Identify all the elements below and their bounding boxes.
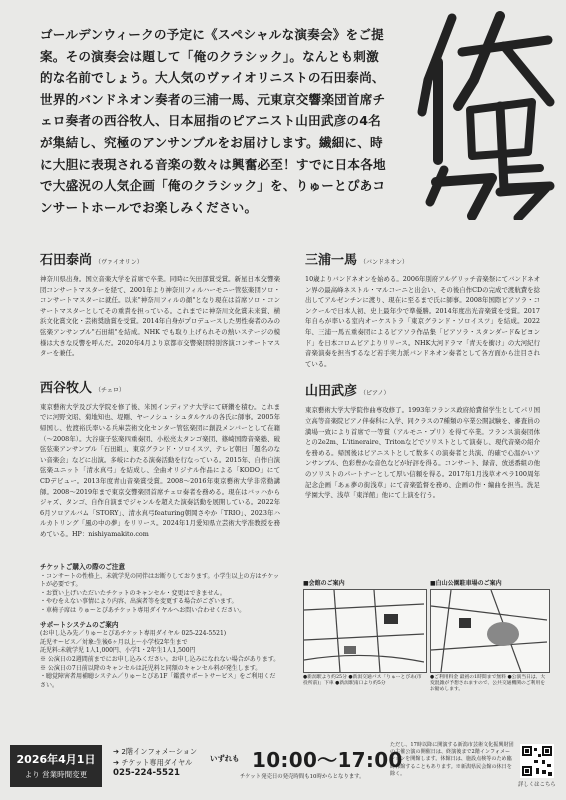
performer-name: 石田泰尚 xyxy=(40,253,93,268)
performer-role: （ヴァイオリン） xyxy=(95,259,143,266)
title-calligraphy-logo xyxy=(400,10,560,220)
hours-lead: いずれも xyxy=(210,754,240,763)
date-sub: より 営業時間変更 xyxy=(24,770,88,779)
performer-role: （バンドネオン） xyxy=(360,259,408,266)
hours-note: チケット発売日の発売時間も10時からとなります。 xyxy=(240,774,365,780)
footer xyxy=(0,740,566,800)
performer-ishida xyxy=(40,253,280,359)
performer-bio: 東京藝術大学大学院作曲専攻修了。1993年フランス政府給費留学生としてパリ国立高等音楽院ピアノ伴奏科に入学、同クラスの7種類の卒業公開試験を、審査員の満場一致により首席で一等賞（アルモニ・プリ）を得て卒業。フランス演奏団体との2e2m、L'itineraire、Tritonなどでソリストとして演奏し、現代音楽の紹介を務める。帰国後はピアニストとして数多くの演奏者と共演、的確で心温かいアンサンブル、色彩豊かな音色などが好評を得る。コンサート、録音、放送番組の他のソリストのパートナーとして厚い信頼を得る。2017年1月浅草オペラ100周年記念企画「あぁ夢の街浅草」にて音楽監督を務め、企画の作・編曲を担当。洗足学園大学、浅草「東洋館」他にて上演を行う。 xyxy=(305,406,540,500)
date-line: 2026年4月1日 xyxy=(16,753,96,766)
qr-label: 詳しくはこちら xyxy=(518,782,556,788)
support-system-heading: サポートシステムのご案内 xyxy=(40,620,119,629)
performer-yamada xyxy=(305,384,540,500)
performer-nishitani xyxy=(40,381,280,540)
map-icon xyxy=(304,590,424,672)
ticket-note-line: ・車椅子席は りゅーとぴあチケット専用ダイヤルへお問い合わせください。 xyxy=(40,606,246,614)
parking-map-image xyxy=(430,589,550,673)
footer-footnote: ただし、17時以降に開演する新潟市芸術文化振興財団の主催公演の開催日は、終演後まで2階インフォメーションを開館します。休館日は、施設点検等のため臨時休館することもあります。※新潟県民会館の休日を除く。 xyxy=(390,742,514,777)
venue-map xyxy=(303,578,425,713)
performer-name: 三浦一馬 xyxy=(305,253,358,268)
calligraphy-logo-icon xyxy=(400,10,560,220)
parking-map-notes: ●ご利用料金 最初の1時間まで無料 ●公演当日は、大変混雑が予想されますので、公共交通機関のご利用をお勧めします。 xyxy=(430,675,546,693)
performer-column-right xyxy=(305,253,540,501)
map-icon xyxy=(431,590,547,672)
contact-phone[interactable]: 025-224-5521 xyxy=(113,768,180,778)
contact-info: ➔ 2階インフォメーション xyxy=(113,747,198,756)
support-line: 託児料:未就学児 1人1,000円、小学1・2年生1人1,500円 xyxy=(40,647,196,655)
venue-map-label: ■会館のご案内 xyxy=(303,580,345,587)
ticket-notes-heading: チケットご購入の際のご注意 xyxy=(40,563,126,571)
performer-bio: 神奈川県出身。国立音楽大学を首席で卒業。同時に矢田部賞受賞。新星日本交響楽団コンサートマスターを経て、2001年より神奈川フィルハーモニー管弦楽団ソロ・コンサートマスターに就任。以来"神奈川フィルの顔"となり現在は首席ソロ・コンサートマスターとしてその重責を担っている。これまでに神奈川文化賞未来賞、横浜文化賞文化・芸術奨励賞を受賞。2014年自身がプロデュースした男性奏者のみの弦楽アンサンブル"石田組"を結成。NHK でも取り上げられその熱いステージの模様は大きな反響を呼んだ。2020年4月より京都市交響楽団特別客演コンサートマスターを兼任。 xyxy=(40,275,280,358)
performer-role: （ピアノ） xyxy=(360,390,390,398)
performer-bio: 東京藝術大学及び大学院を修了後、米国インディアナ大学にて研鑽を積む。これまでに河野文昭、菊地知也、堤剛、ヤーノシュ・シュタルケルの各氏に師事。2005年帰国し、佐渡裕氏率いる兵庫芸術文化センター管弦楽団に創設メンバーとして在籍（～2008年）。大谷康子弦楽四重奏団、小松亮太タンゴ楽団、篠崎国際音楽塾、破弦弦楽アンサンブル「石田組」、東京グランド・ソロイスツ、テレビ朝日「題名のない音楽会」などに出演。多岐にわたる演奏活動を行なっている。2015年、自作自演弦楽ユニット「清水真弓」を結成し、全曲オリジナル作品による「KODO」にてCDデビュー。2013年度青山音楽賞受賞。2008～2016年東京藝術大学非常勤講師。2008～2019年まで東京交響楽団首席チェロ奏者を務める。現在はバッハからジャズ、タンゴ、自作自演までジャンルを超えた演奏活動を展開している。2022年6月ソロアルバム「STORY」、清水真弓featuring朝岡さやか「TRIO」、2023年ハルカトリング「風の中の夢」をリリース。2024年1月愛知県立芸術大学准教授を務めている。HP：nishiyamakito.com xyxy=(40,402,280,538)
contact-phone-label: ➔ チケット専用ダイヤル xyxy=(113,757,193,767)
support-line: 託児サービス／対象:生後6ヶ月以上～小学校2年生まで xyxy=(40,638,188,646)
contact-block xyxy=(113,747,197,779)
date-badge xyxy=(10,745,102,787)
performer-role: （チェロ） xyxy=(95,386,125,394)
intro-text xyxy=(40,24,390,218)
arrow-icon: ➔ xyxy=(113,757,122,767)
support-line: ※ 公演日の7日前以降のキャンセルは託児料と同額のキャンセル料が発生します。 xyxy=(40,664,262,672)
ticket-notes xyxy=(40,563,280,690)
qr-code-icon[interactable] xyxy=(520,744,554,778)
venue-map-notes: ●新潟駅より約25分 ●新潟交通バス「りゅーとぴあ(市役所前)」下車 ●新潟駅南口より約5分 xyxy=(303,675,422,687)
arrow-icon: ➔ xyxy=(113,747,122,756)
ticket-note-line: ・お買い上げいただいたチケットのキャンセル・変更はできません。 xyxy=(40,589,226,597)
support-line: ※ 公演日の2週間前までにお申し込みください。お申し込みになれない場合があります。 xyxy=(40,655,280,663)
business-hours: 10:00～17:00 xyxy=(252,748,403,772)
ticket-note-line: ・やむをえない事情により内容、出演者等を変更する場合がございます。 xyxy=(40,598,238,606)
intro-paragraph: ゴールデンウィークの予定に《スペシャルな演奏会》をご提案。その演奏会は題して「俺のクラシック」。なんとも刺激的な名前でしょう。大人気のヴァイオリニストの石田泰尚、世界的バンドネオン奏者の三浦一馬、元東京交響楽団首席チェロ奏者の西谷牧人、日本屈指のピアニスト山田武彦の4名が集結し、究極のアンサンブルをお届けします。繊細に、時に大胆に表現される音楽の数々は興奮必至！すでに日本各地で大盛況の人気企画「俺のクラシック」を、りゅーとぴあコンサートホールでお楽しみください。 xyxy=(40,27,386,215)
support-line: ・聴覚障害者用補聴システム／りゅーとぴあ1F「鑑賞サポートサービス」をご利用ください。 xyxy=(40,673,276,689)
performer-name: 西谷牧人 xyxy=(40,380,93,396)
performer-miura xyxy=(305,253,540,369)
parking-map-label: ■白山公園駐車場のご案内 xyxy=(430,580,502,587)
performer-bio: 10歳よりバンドネオンを始める。2006年別府アルゲリッチ音楽祭にてバンドネオン界の最高峰ネストル・マルコーニと出会い、その後自作CDの完成で渡航費を捻出してアルゼンチンに渡り、現在に至るまで氏に師事。2008年国際ピアソラ・コンクールで日本人初、史上最年少で準優勝。2014年度出光音楽賞を受賞。2017年自らが率いる室内オーケストラ「東京グランド・ソロイスツ」を結成。2022年、三浦一馬五重奏団によるピアソラ作品集「ピアソラ・スタンダード&ビヨンド」を日本コロムビアよりリリース。NHK大河ドラマ「青天を衝け」の大河紀行音楽演奏を担当するなど若手実力派バンドネオン奏者として各方面から注目されている。 xyxy=(305,275,540,368)
venue-map-image xyxy=(303,589,427,673)
performer-column-left xyxy=(40,253,280,539)
performer-name: 山田武彦 xyxy=(305,384,358,400)
support-line: (お申し込み先／りゅーとぴあチケット専用ダイヤル 025-224-5521) xyxy=(40,630,227,638)
parking-map xyxy=(430,578,548,713)
ticket-note-line: ・コンサートの性格上、未就学児の同伴はお断りしております。小学生以上の方はチケットが必要です。 xyxy=(40,572,279,589)
